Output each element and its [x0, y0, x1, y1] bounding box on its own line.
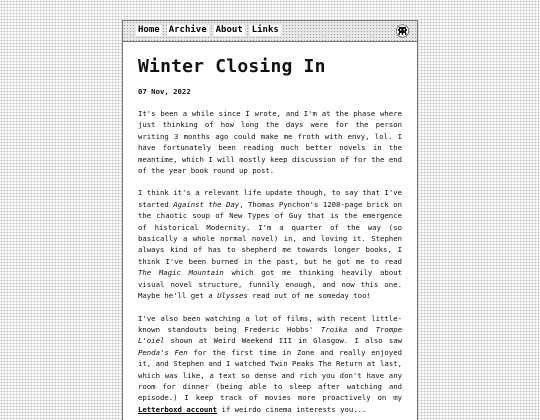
- nav-link-about[interactable]: About: [215, 25, 243, 35]
- nav-link-archive[interactable]: Archive: [168, 25, 207, 35]
- letterboxd-link[interactable]: Letterboxd account: [138, 404, 218, 414]
- page-card: [122, 20, 418, 420]
- paragraph-3-text: for the first time in Zone and really enjoyed it, and Stephen and I watched Twin Peaks The Return at last, which was like, a text so dense and rich you don't have any room for dinner (being able to sleep after watching and episode.) I keep track of movies more proactively on my: [138, 347, 402, 403]
- post-title: Winter Closing In: [138, 56, 326, 77]
- film-title-pendas-fen: Penda's Fen: [138, 347, 188, 357]
- space-invader-icon[interactable]: [396, 24, 409, 38]
- book-title-magic-mountain: The Magic Mountain: [138, 268, 224, 278]
- book-title-against-the-day: Against the Day: [173, 199, 240, 209]
- nav-links: [136, 25, 281, 36]
- nav-link-links[interactable]: Links: [251, 25, 279, 35]
- post-date: 07 Nov, 2022: [138, 87, 191, 96]
- paragraph-2-text: which got me thinking heavily about visual novel structure, funnily enough, and now this one. Maybe he'll get a: [138, 268, 403, 301]
- navbar: [123, 21, 417, 42]
- paragraph-3-text: I've also been watching a lot of films, with recent little-known standouts being Frederic Hobbs': [138, 313, 402, 334]
- paragraph-3-text: if weirdo cinema interests you...: [217, 404, 367, 414]
- paragraph-2-text: read out of me someday too!: [247, 291, 371, 301]
- paragraph-2-text: I think it's a relevant life update though, to say that I've started: [138, 188, 402, 209]
- film-title-trompe-loiel: Trompe L'oiel: [138, 324, 402, 346]
- post-content: [123, 56, 417, 415]
- paragraph-2: [138, 187, 402, 301]
- nav-link-home[interactable]: Home: [138, 25, 160, 35]
- paragraph-3-text: shown at Weird Weekend III in Glasgow. I also saw: [164, 336, 402, 346]
- book-title-ulysses: Ulysses: [217, 291, 248, 301]
- paragraph-3: [138, 313, 402, 416]
- paragraph-1: It's been a while since I wrote, and I'm at the phase where just thinking of how long the days were for the person writing 3 months ago could make me froth with envy, lol. I have fortunately been reading much better novels in the meantime, which I will mostly keep discussion of for the end of the year book round up post.: [138, 109, 402, 176]
- film-title-troika: Troika: [320, 324, 348, 334]
- paragraph-2-text: , Thomas Pynchon's 1208-page brick on the chaotic soup of New Types of Guy that is the emergence of historical Modernity. I'm a quarter of the way (so basically a whole normal novel) in, and loving it. Stephen always kind of has to shepherd me towards longer books, I think I've been burned in the past, but he got me to read: [138, 199, 402, 266]
- paragraph-3-text: and: [347, 324, 376, 334]
